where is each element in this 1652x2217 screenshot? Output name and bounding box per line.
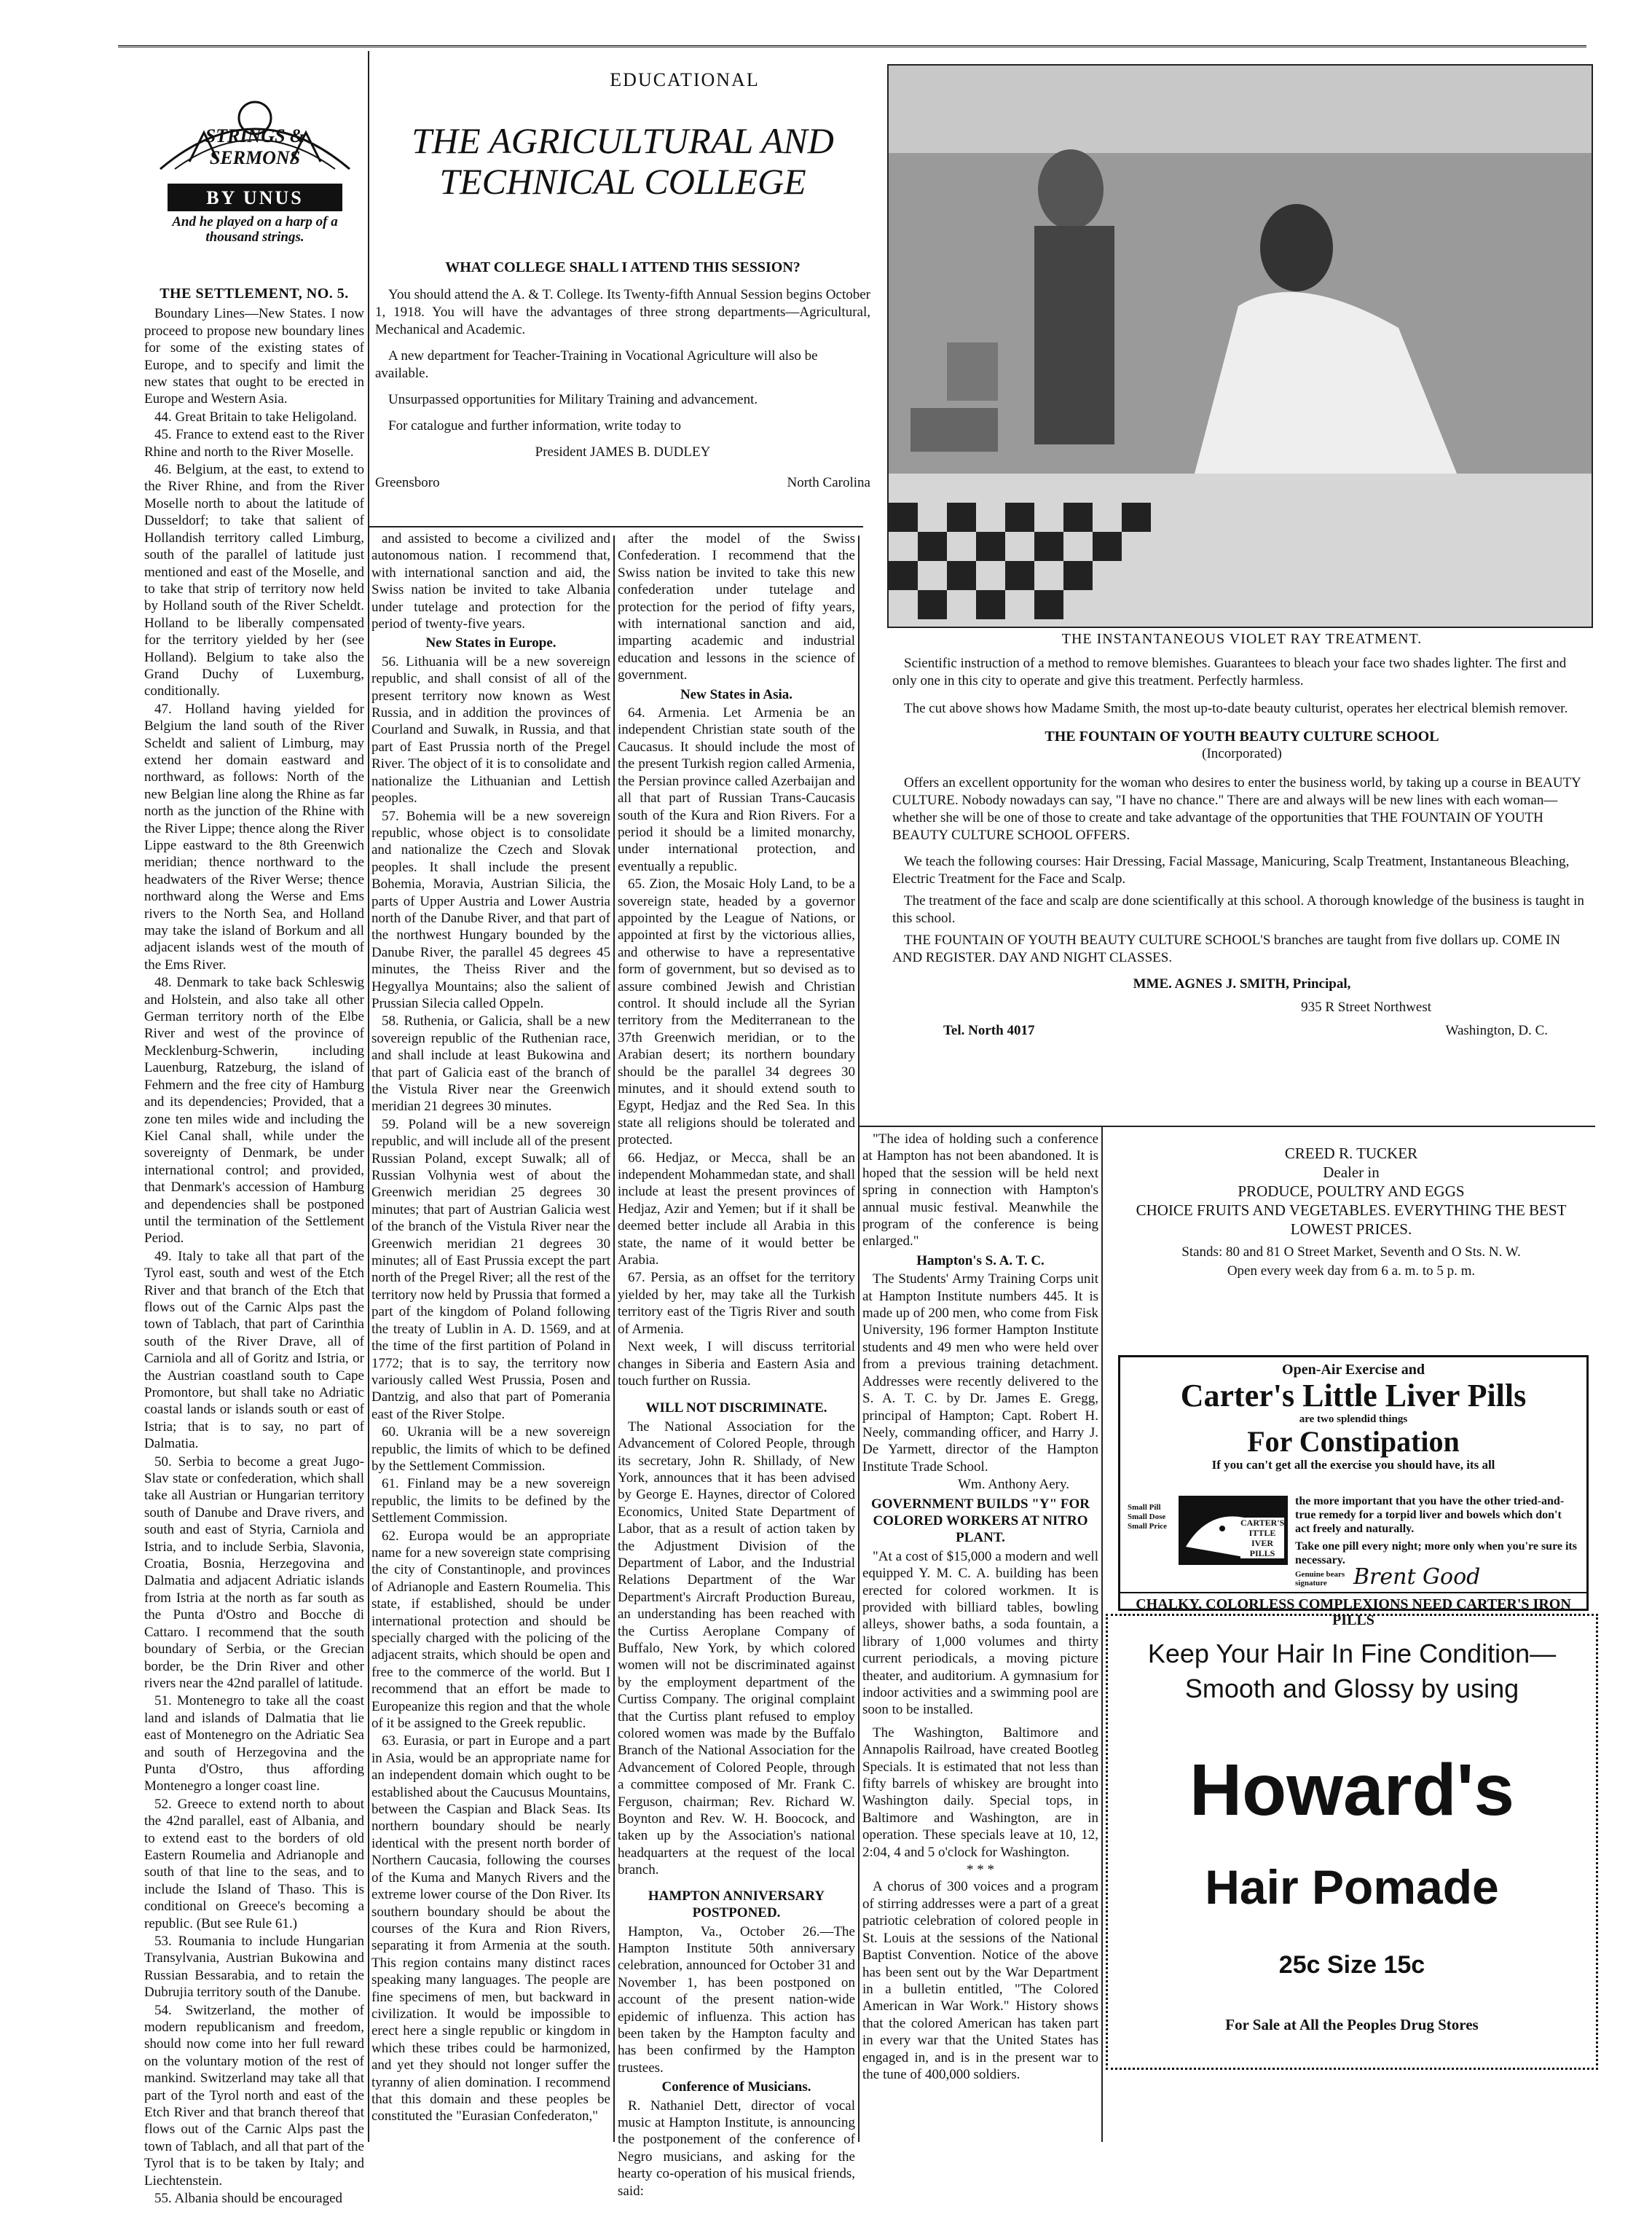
settlement-paragraph: Boundary Lines—New States. I now proceed to propose new boundary lines for some of the existing states of Europe, and to specify and limit the new states that ought to be erected in Europe and Western Asia. [144,306,364,407]
settlement-paragraph: 63. Eurasia, or part in Europe and a part in Asia, would be an appropriate name for an independent domain which ought to be established about the Caucusus Mountains, between the Caspian and Black Seas. Its northern boundary should be nearly identical with the present north border of Northern Caucasia, following the courses of the Kuma and Manych Rivers and the extreme lower course of the Don River. Its southern boundary should be about the courses of the Kura and Rion Rivers, separating it from Armenia at the south. This region contains many distinct races speaking many languages. The people are fine specimens of men, but backward in civilization. It would be impossible to erect here a single republic or kingdom in which these tribes could be harmonized, and yet they should not longer suffer the tyranny of alien domination. I recommend that this domain and these peoples be constituted the "Eurasian Confederaton," [371,1733,610,2124]
carters-bird-logo [1179,1496,1288,1565]
satc-signature: Wm. Anthony Aery. [958,1477,1069,1493]
college-location [375,474,870,492]
baptist-body: A chorus of 300 voices and a program of stirring addresses were a part of a great patriotic celebration of colored people in St. Louis at the sessions of the National Baptist Convention. Notice of the above has been sent out by the War Department in a bulletin entitled, "The Colored American in War Work." History shows that the colored American has taken part in every war that the United States has engaged in, and is in the present war to the tune of 400,000 soldiers. [862,1879,1098,2082]
settlement-column-2 [371,530,610,2141]
settlement-paragraph: 49. Italy to take all that part of the Tyrol east, south and west of the Etch River and that branch of the Etch that flows out of the Carnic Alps past the town of Tablach, that part of Carinthia south of the River Drave, all of Carniola and all of Goritz and Istria, or the Austrian coastland south to Cape Promontore, but shall take no Adriatic coastal lands or islands south or east of Istria; that is to say, no part of Dalmatia. [144,1248,364,1452]
settlement-paragraphs [144,305,364,2207]
column-rule [368,51,369,2142]
beauty-p6: THE FOUNTAIN OF YOUTH BEAUTY CULTURE SCHOOL'S branches are taught from five dollars up. COME IN AND REGISTER. DAY AND NIGHT CLASSES. [892,933,1561,965]
settlement-paragraph: 61. Finland may be a new sovereign republic, the limits to be defined by the Settlement Commission. [371,1476,610,1526]
carters-signature: Brent Good [1353,1564,1481,1590]
beauty-address: 935 R Street Northwest [1301,1000,1431,1015]
settlement-paragraph: 47. Holland having yielded for Belgium the land south of the River Scheldt and salient of Limburg, may extend her domain eastward and northward, as follows: North of the new Belgian line along the Rhine as far north as the junction of the Rhine with the River Lippe; thence along the River Lippe eastward to the 8th Greenwich meridian; thence northward to the headwaters of the River Werse; thence northward along the Werse and Ems rivers to the North Sea, and Holland may take the island of Borkum and all adjacent islands west of the mouth of the Ems River. [144,701,364,973]
section-rule [368,526,863,527]
beauty-p2: The cut above shows how Madame Smith, the most up-to-date beauty culturist, operates her electrical blemish remover. [904,701,1568,716]
settlement-paragraph: 67. Persia, as an offset for the territory yielded by her, may take all the Turkish territory east of the Tigris River and south of Armenia. [618,1270,855,1337]
tucker-choice: CHOICE FRUITS AND VEGETABLES. EVERYTHING THE BEST LOWEST PRICES. [1136,1201,1567,1238]
settlement-paragraph: 56. Lithuania will be a new sovereign republic, and shall consist of all of the present territory now known as West Russia, and in addition the provinces of Courland and Suwalk, in Russia, and that part of East Prussia north of the Pregel River. The object of it is to consolidate and nationalize the Lithuanian and Lettish peoples. [371,654,610,807]
settlement-paragraph: 50. Serbia to become a great Jugo-Slav state or confederation, which shall take all Austrian or Hungarian territory south of Danube and Drave rivers, and south and east of Styria, Carniola and Istria, and to include Serbia, Slavonia, Croatia, Bosnia, Herzegovina and Dalmatia and adjacent Adriatic islands from Istria at the north as far south as the Punta d'Ostro and Bocche di Cattaro. I recommend that the south boundary of Serbia, or the Grecian border, be the Drin River and other rivers near the 42nd parallel of latitude. [144,1453,364,1691]
masthead-motto: And he played on a harp of a thousand strings. [172,214,338,245]
carters-if-you: If you can't get all the exercise you should have, its all [1211,1458,1495,1472]
beauty-contact [943,1022,1548,1040]
top-rule [118,45,1586,47]
beauty-school-name: THE FOUNTAIN OF YOUTH BEAUTY CULTURE SCHOOL [1045,729,1439,745]
settlement-paragraph: 66. Hedjaz, or Mecca, shall be an independent Mohammedan state, and shall include at least the present provinces of Hedjaz, Azir and Yemen; but if it shall be deemed better include all Arabia in this state, the name of it would better be Arabia. [618,1150,855,1268]
settlement-paragraph: 55. Albania should be encouraged [154,2191,343,2207]
tucker-stands: Stands: 80 and 81 O Street Market, Seventh and O Sts. N. W. [1181,1244,1521,1260]
column-masthead [146,60,364,249]
college-president: President JAMES B. DUDLEY [535,444,711,460]
musicians-subhead: Conference of Musicians. [661,2079,811,2095]
settlement-paragraph: 65. Zion, the Mosaic Holy Land, to be a sovereign state, headed by a governor appointed by the League of Nations, or appointed at first by the victorious allies, and otherwise to have a representative form of government, but so devised as to assure combined Jewish and Christian control. It should include all the Syrian territory from the Mediterranean to the 37th Greenwich meridian, or to the Arabian desert; its northern boundary should be the parallel 34 degrees 30 minutes, and it should extend south to Egypt, Hedjaz and the Red Sea. In this state all religions should be tolerated and protected. [618,876,855,1148]
settlement-headline: THE SETTLEMENT, NO. 5. [160,286,349,302]
howards-line2: Smooth and Glossy by using [1184,1673,1519,1703]
settlement-paragraph: 45. France to extend east to the River Rhine and north to the River Moselle. [144,427,364,460]
carters-label: CARTER'S ITTLE IVER PILLS [1240,1518,1285,1558]
college-advertisement [375,251,870,503]
carters-advertisement [1118,1355,1589,1628]
settlement-paragraph: 54. Switzerland, the mother of modern republicanism and freedom, should now come into her full reward on the voluntary motion of the rest of mankind. Switzerland may take all that part of the Tyrol north and east of the Etch River and that branch thereof that flows out of the Carnic Alps past the town of Tablach, and all that part of the Tyrol that is to be taken by Italy; and Liechtenstein. [144,2002,364,2189]
new-states-asia-head: New States in Asia. [680,686,793,702]
college-p1: You should attend the A. & T. College. Its Twenty-fifth Annual Session begins October 1, 1918. You will have the advantages of three strong departments—Agricultural, Mechanical and Academic. [375,287,870,337]
satc-body: The Students' Army Training Corps unit at Hampton Institute numbers 445. It is made up of 200 men, who come from Fisk University, 196 former Hampton Institute students and 49 men who were held over from a previous training detachment. Addresses were recently delivered to the S. A. T. C. by Dr. James E. Gregg, principal of Hampton; Capt. Robert H. Neely, commanding officer, and Harry J. De Yarmett, director of the Hampton Institute Trade School. [862,1271,1098,1475]
settlement-paragraph: 48. Denmark to take back Schleswig and Holstein, and also take all other German territory north of the Elbe River and west of the province of Mecklenburg-Schwerin, including Lauenburg, Ratzeburg, the island of Fehmern and the free city of Hamburg and its dependencies; Provided, that a zone ten miles wide and including the Kiel Canal shall, while under the sovereignty of Denmark, be under international control; and provided, that Denmark's accession of Hamburg and dependencies shall be postponed until the termination of the Settlement Period. [144,975,364,1247]
photo-illustration [889,66,1592,627]
discriminate-headline: WILL NOT DISCRIMINATE. [645,1400,827,1416]
settlement-paragraph: 51. Montenegro to take all the coast land and islands of Dalmatia that lie east of Montenegro on the Adriatic Sea and south of Herzegovina and the Punta d'Ostro, thus affording Montenegro a longer coast line. [144,1693,364,1794]
carters-divider [1120,1592,1586,1593]
settlement-paragraph: 64. Armenia. Let Armenia be an independent Christian state south of the Caucasus. It should include the most of the present Turkish region called Armenia, the Persian province called Azerbaijan and all that part of Russian Trans-Caucasis south of the Kura and Rion Rivers. For a period it should be a limited monarchy, under international protection, and eventually a republic. [618,705,855,874]
settlement-paragraph: 58. Ruthenia, or Galicia, shall be a new sovereign republic of the Ruthenian race, and shall include at least Bukowina and that part of Galicia east of the branch of the Vistula River near the Greenwich meridian 21 degrees 30 minutes. [371,1013,610,1115]
carters-top: Open-Air Exercise and [1282,1362,1425,1378]
howards-name: Howard's [1189,1749,1515,1831]
carters-genuine: Genuine bears signature [1295,1570,1345,1588]
howards-price: 25c Size 15c [1278,1951,1425,1979]
settlement-col3-paragraphs [618,530,855,684]
column-rule [613,535,615,2142]
section-stars: * * * [967,1862,994,1878]
news-column-4 [862,1131,1098,2141]
carters-for: For Constipation [1247,1425,1460,1458]
settlement-col2b-paragraphs [371,654,610,2125]
section-label: EDUCATIONAL [610,69,760,90]
college-city: Greensboro [375,475,440,490]
column-rule [1101,1126,1103,2142]
carters-bottom: CHALKY, COLORLESS COMPLEXIONS NEED CARTER'S IRON PILLS [1136,1596,1571,1628]
settlement-paragraph: and assisted to become a civilized and autonomous nation. I recommend that, with international sanction and aid, the Swiss nation be invited to take Albania under tutelage and protection for the period of twenty-five years. [371,531,610,632]
carters-title: Carter's Little Liver Pills [1180,1378,1527,1413]
column-rule [858,535,860,2142]
beauty-p1: Scientific instruction of a method to remove blemishes. Guarantees to bleach your face two shades lighter. The first and only one in this city to operate and give this treatment. Perfectly harmless. [892,656,1567,688]
tucker-advertisement [1107,1144,1595,1281]
college-p2: A new department for Teacher-Training in Vocational Agriculture will also be available. [375,348,818,381]
settlement-paragraph: 53. Roumania to include Hungarian Transylvania, Austrian Bukowina and Russian Bessarabia, and to retain the Dubrujia territory south of the Danube. [144,1934,364,2001]
beauty-treatment-photo [887,64,1593,628]
railroad-body: The Washington, Baltimore and Annapolis Railroad, have created Bootleg Specials. It is estimated that not less than fifty barrels of whiskey are brought into Washington daily. Special tops, in Baltimore and Washington, are in operation. These specials leave at 10, 12, 2:04, 4 and 5 o'clock for Washington. [862,1724,1098,1860]
beauty-tel: Tel. North 4017 [943,1023,1035,1038]
howards-line1: Keep Your Hair In Fine Condition— [1147,1639,1557,1668]
settlement-paragraph: after the model of the Swiss Confederation. I recommend that the Swiss nation be invited to take this new confederation under tutelage and protection for the period of fifty years, with international sanction and aid, imparting academic and industrial education and lessons in the science of government. [618,531,855,683]
musicians-body: R. Nathaniel Dett, director of vocal music at Hampton Institute, is announcing the postponement of the conference of Negro musicians, and asking for the hearty co-operation of his musical friends, said: [618,2098,855,2199]
ymca-body: "At a cost of $15,000 a modern and well equipped Y. M. C. A. building has been erected for colored workmen. It is provided with billiard tables, bowling alleys, shower baths, a soda fountain, a library of 1,000 volumes and thirty current periodicals, a moving picture theater, and auditorium. A gymnasium for indoor activities and a swimming pool are soon to be installed. [862,1548,1098,1718]
beauty-p5: The treatment of the face and scalp are done scientifically at this school. A thorough knowledge of the business is taught in this school. [892,893,1584,926]
ymca-headline: GOVERNMENT BUILDS "Y" FOR COLORED WORKERS AT NITRO PLANT. [871,1496,1090,1546]
carters-more: the more important that you have the other tried-and-true remedy for a torpid liver and bowels which don't act freely and naturally. [1295,1495,1565,1535]
section-rule [860,1126,1595,1127]
settlement-paragraph: 46. Belgium, at the east, to extend to the River Rhine, and from the River Moselle north to about the latitude of Dusseldorf; to take that salient of Hollandish territory called Limburg, south of the parallel of latitude just mentioned and east of the Moselle, and to take that strip of territory now held by Holland south of the River Scheldt. Holland to be liberally compensated for the territory yielded by her (see Holland). Belgium to take also the Grand Duchy of Luxemburg, conditionally. [144,462,364,699]
settlement-column-3 [618,530,855,2199]
tucker-name: CREED R. TUCKER [1284,1145,1418,1162]
beauty-p4: We teach the following courses: Hair Dressing, Facial Massage, Manicuring, Scalp Treatment, Instantaneous Bleaching, Electric Treatment for the Face and Scalp. [892,854,1570,887]
settlement-paragraph: 52. Greece to extend north to about the 42nd parallel, east of Albania, and to extend east to the borders of old Eastern Roumelia and Adrianople and south of that line to the seas, and to include the Island of Thaso. This is conditional on Greece's becoming a republic. (But see Rule 61.) [144,1796,364,1931]
new-states-europe-head: New States in Europe. [425,635,556,651]
beauty-city: Washington, D. C. [1445,1023,1548,1038]
beauty-p3: Offers an excellent opportunity for the woman who desires to enter the business world, by taking up a course in BEAUTY CULTURE. Nobody nowadays can say, "I have no chance." There are and always will be new lines with each woman—whether she will be one of those to create and take advantage of the opportunities that THE FOUNTAIN OF YOUTH BEAUTY CULTURE SCHOOL OFFERS. [892,775,1581,843]
settlement-col3b-paragraphs [618,705,855,1389]
tucker-dealer: Dealer in [1323,1164,1380,1181]
settlement-paragraph: 62. Europa would be an appropriate name for a new sovereign state comprising the city of Constantinople, and provinces of Adrianople and Eastern Roumelia. This state, if established, should be under international protection and should be specially charged with the policing of the adjacent straits, which should be open and free to the commerce of the world. But I recommend that an effort be made to Europeanize this region and that the whole of it be assigned to the Greek republic. [371,1528,610,1732]
carters-small: Small Pill Small Dose Small Price [1128,1503,1168,1531]
settlement-column-1 [144,283,364,2207]
tucker-produce: PRODUCE, POULTRY AND EGGS [1238,1182,1465,1200]
beauty-school-advertisement [892,630,1592,1040]
beauty-principal: MME. AGNES J. SMITH, Principal, [1133,976,1351,992]
carters-are-two: are two splendid things [1299,1413,1408,1425]
tucker-hours: Open every week day from 6 a. m. to 5 p. m. [1227,1263,1476,1279]
satc-headline: Hampton's S. A. T. C. [916,1252,1045,1268]
hampton-postponed-body: Hampton, Va., October 26.—The Hampton Institute 50th anniversary celebration, announced for October 31 and November 1, has been postponed on account of the present nation-wide epidemic of influenza. This action has been taken by the Hampton faculty and has been confirmed by the Hampton trustees. [618,1923,855,2076]
settlement-paragraph: Next week, I will discuss territorial changes in Siberia and Eastern Asia and touch further on Russia. [618,1339,855,1389]
conference-quote: "The idea of holding such a conference at Hampton has not been abandoned. It is hoped that the session will be held next spring in connection with Hampton's annual music festival. Meanwhile the program of the conference is being enlarged." [862,1131,1098,1249]
carters-take: Take one pill every night; more only when you're sure its necessary. [1295,1540,1577,1566]
college-state: North Carolina [787,475,870,490]
college-subhead: WHAT COLLEGE SHALL I ATTEND THIS SESSION? [445,259,801,275]
settlement-paragraph: 57. Bohemia will be a new sovereign republic, whose object is to consolidate and nationalize the Czech and Slovak peoples. It shall include the present Bohemia, Moravia, Austrian Silicia, the parts of Upper Austria and Lower Austria north of the Danube River, and that part of the northwest Hungary bounded by the Danube River, the parallel 45 degrees 45 minutes, the Theiss River and the Hegyallya Mountains; also the salient of Prussian Silecia called Oppeln. [371,808,610,1011]
masthead-byline: BY UNUS [206,187,304,208]
photo-caption: THE INSTANTANEOUS VIOLET RAY TREATMENT. [1061,631,1423,647]
college-p3: Unsurpassed opportunities for Military Training and advancement. [388,392,758,407]
beauty-incorporated: (Incorporated) [1202,746,1282,761]
settlement-col2-paragraphs [371,530,610,632]
howards-sale: For Sale at All the Peoples Drug Stores [1225,2016,1479,2033]
howards-product: Hair Pomade [1205,1860,1499,1914]
howards-advertisement [1106,1614,1598,2070]
settlement-paragraph: 59. Poland will be a new sovereign republic, and will include all of the present Russian Poland, except Suwalk; all of Russian Volhynia west of about the Greenwich meridian 25 degrees 30 minutes; that part of Austrian Galicia west of the branch of the Vistula River near the Greenwich meridian 21 degrees 30 minutes; all of East Prussia except the part north of the Pregel River; all the rest of the territory now held by Prussia that formed a part of the kingdom of Poland following the treaty of Lublin in A. D. 1569, and at the time of the first partition of Poland in 1772; that is to say, the territory now variously called West Prussia, Posen and Dantzig, and also that part of Pomerania east of the River Stolpe. [371,1116,610,1422]
college-title: THE AGRICULTURAL AND TECHNICAL COLLEGE [412,120,834,202]
hampton-postponed-headline: HAMPTON ANNIVERSARY POSTPONED. [648,1888,825,1921]
discriminate-body: The National Association for the Advancement of Colored People, through its secretary, John R. Shillady, of New York, announces that it has been advised by George E. Haynes, director of Colored Economics, United State Department of Labor, that as a result of action taken by the Adjustment Division of the Department of Labor, and the Industrial Relations Department of the War Department's Aircraft Production Bureau, an understanding has been reached with the Curtiss Aeroplane Company of Buffalo, New York, by which colored women will not be discriminated against by the employment department of the Curtiss Company. The original complaint that the Curtiss plant refused to employ colored women was made by the Buffalo Branch of the National Association for the Advancement of Colored People, through a committee composed of Mr. Frank C. Ferguson, chairman; Rev. Richard W. Boynton and Rev. W. H. Boocock, and taken up by the Association's national headquarters at the request of the local branch. [618,1419,855,1878]
college-p4: For catalogue and further information, write today to [388,418,682,433]
masthead-title: STRINGS & SERMONS [205,125,305,168]
settlement-paragraph: 60. Ukrania will be a new sovereign republic, the limits of which to be defined by the Settlement Commission. [371,1424,610,1474]
settlement-paragraph: 44. Great Britain to take Heligoland. [154,409,358,425]
